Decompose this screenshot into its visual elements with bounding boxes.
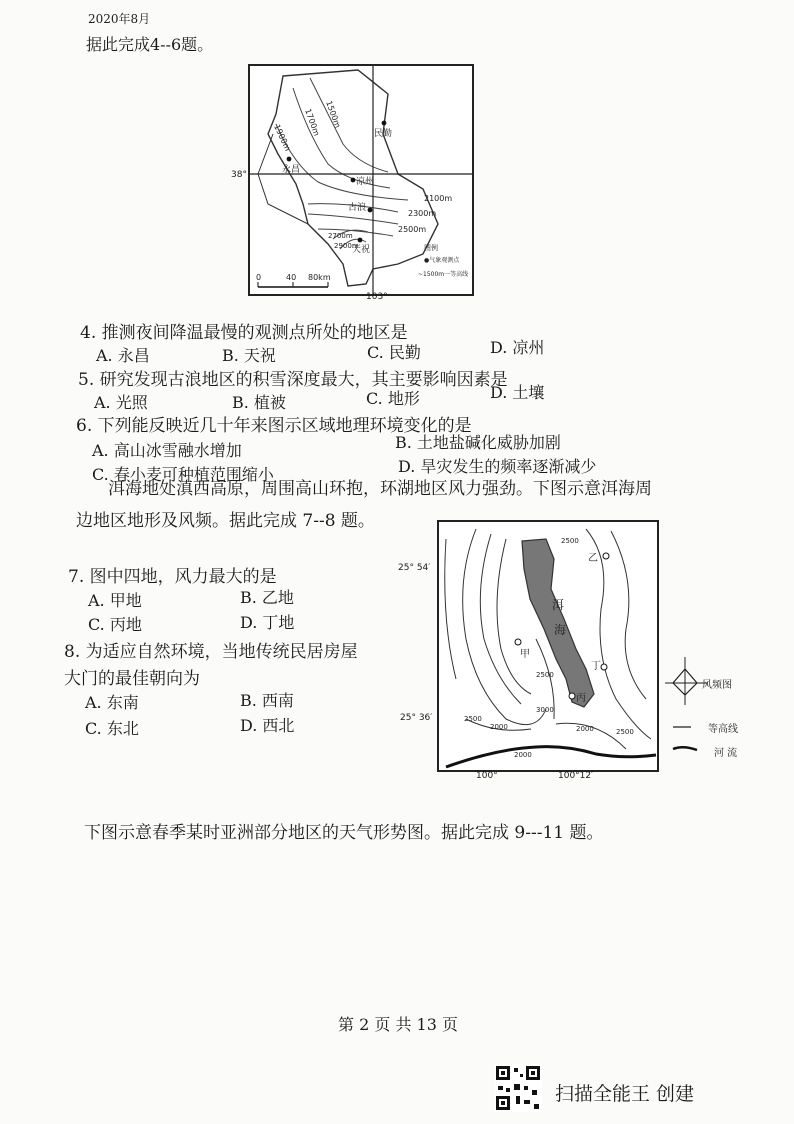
q4-option-a: A. 永昌 — [96, 346, 150, 365]
contour-label: 1700m — [303, 107, 322, 138]
station-dot — [287, 157, 292, 162]
contour-label: 2500 — [464, 715, 482, 723]
site-jia-marker — [515, 639, 521, 645]
q8-option-c: C. 东北 — [85, 719, 139, 738]
lat-label-2536: 25° 36′ — [400, 713, 433, 723]
contour-label: 2500 — [561, 537, 579, 545]
question-5-stem: 5. 研究发现古浪地区的积雪深度最大，其主要影响因素是 — [78, 370, 508, 390]
site-ding: 丁 — [591, 661, 601, 672]
legend-wind-rose: 风频图 — [702, 680, 732, 691]
scale-label: 40 — [286, 273, 297, 282]
scale-label: 80km — [308, 273, 331, 282]
legend-station: ●气象观测点 — [424, 257, 460, 264]
contour-label: 2900m — [334, 242, 359, 250]
q6-option-d: D. 旱灾发生的频率逐渐减少 — [398, 457, 597, 476]
legend-river: 河 流 — [714, 748, 738, 759]
scale-label: 0 — [256, 273, 262, 282]
q8-option-d: D. 西北 — [240, 716, 295, 735]
station-dot — [368, 208, 373, 213]
legend-title: 图例 — [424, 244, 438, 252]
q5-option-c: C. 地形 — [366, 389, 420, 408]
passage-7-8-line1: 洱海地处滇西高原，周围高山环抱，环湖地区风力强劲。下图示意洱海周 — [108, 479, 652, 499]
station-dot — [351, 178, 356, 183]
lon-label-100: 100° — [476, 771, 498, 781]
map2-legend-symbols — [663, 655, 723, 755]
q7-option-c: C. 丙地 — [88, 615, 142, 634]
site-bing: 丙 — [576, 693, 586, 704]
q4-option-b: B. 天祝 — [222, 346, 276, 365]
lat-label-38: 38° — [231, 170, 247, 180]
station-dot — [358, 238, 363, 243]
lon-label-10012: 100°12′ — [558, 771, 594, 781]
contour-label: 2100m — [424, 194, 453, 203]
question-7-stem: 7. 图中四地，风力最大的是 — [68, 567, 277, 587]
contour-label: 2500 — [536, 671, 554, 679]
site-ding-marker — [601, 664, 607, 670]
lon-label-103: 103° — [366, 292, 388, 302]
topographic-map-1 — [248, 64, 474, 302]
passage-7-8-line2: 边地区地形及风频。据此完成 7--8 题。 — [76, 511, 375, 531]
q7-option-d: D. 丁地 — [240, 613, 295, 632]
contour-label: 2000 — [576, 725, 594, 733]
contour-label: 2500 — [616, 728, 634, 736]
legend-contour: ~1500m一等高线 — [418, 271, 469, 278]
q8-option-b: B. 西南 — [240, 691, 294, 710]
header-intro: 据此完成4--6题。 — [86, 35, 214, 54]
question-8-stem-line2: 大门的最佳朝向为 — [64, 669, 200, 689]
contour-label: 1900m — [272, 123, 293, 153]
intro-9-11: 下图示意春季某时亚洲部分地区的天气形势图。据此完成 9---11 题。 — [84, 823, 604, 843]
station-yongchang: 永昌 — [282, 165, 301, 175]
question-4-stem: 4. 推测夜间降温最慢的观测点所处的地区是 — [80, 323, 408, 343]
site-yi: 乙 — [588, 553, 598, 564]
q6-option-c: C. 春小麦可种植范围缩小 — [92, 465, 274, 484]
legend-contour-line: 等高线 — [708, 724, 738, 735]
page-number: 第 2 页 共 13 页 — [338, 1015, 458, 1034]
q5-option-d: D. 土壤 — [490, 383, 545, 402]
contour-label: 1500m — [324, 99, 343, 130]
lake-label: 洱 — [552, 598, 565, 612]
q5-option-b: B. 植被 — [232, 393, 286, 412]
q8-option-a: A. 东南 — [85, 693, 139, 712]
q4-option-d: D. 凉州 — [490, 338, 545, 357]
site-bing-marker — [569, 693, 575, 699]
contour-label: 2500m — [398, 225, 427, 234]
scanner-watermark: 扫描全能王 创建 — [555, 1083, 695, 1105]
station-gulang: 古浪 — [348, 203, 367, 213]
lake-label: 海 — [554, 623, 567, 637]
q6-option-a: A. 高山冰雪融水增加 — [92, 441, 242, 460]
site-yi-marker — [603, 553, 609, 559]
lat-label-2554: 25° 54′ — [398, 563, 431, 573]
contour-label: 2000 — [490, 723, 508, 731]
question-6-stem: 6. 下列能反映近几十年来图示区域地理环境变化的是 — [76, 416, 472, 436]
topographic-map-2 — [436, 519, 661, 774]
site-jia: 甲 — [520, 649, 530, 660]
contour-label: 2300m — [408, 209, 437, 218]
question-8-stem-line1: 8. 为适应自然环境，当地传统民居房屋 — [64, 642, 358, 662]
station-tianzhu: 天祝 — [352, 245, 371, 255]
q7-option-b: B. 乙地 — [240, 588, 294, 607]
q5-option-a: A. 光照 — [94, 393, 148, 412]
station-minqin: 民勤 — [374, 129, 393, 139]
header-date: 2020年8月 — [88, 12, 151, 26]
station-dot — [382, 121, 387, 126]
q6-option-b: B. 土地盐碱化威胁加剧 — [395, 433, 561, 452]
contour-label: 2700m — [328, 232, 353, 240]
q4-option-c: C. 民勤 — [367, 343, 421, 362]
contour-label: 2000 — [514, 751, 532, 759]
qr-code-icon — [494, 1064, 542, 1112]
station-liangzhou: 凉州 — [356, 177, 375, 187]
contour-label: 3000 — [536, 706, 554, 714]
q7-option-a: A. 甲地 — [88, 591, 142, 610]
